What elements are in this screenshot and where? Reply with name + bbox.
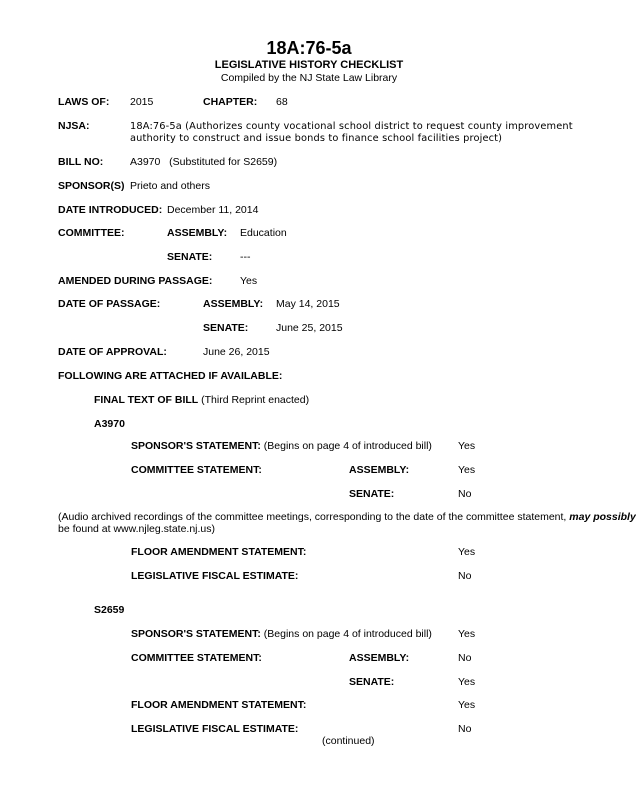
compiled-by: Compiled by the NJ State Law Library <box>220 72 398 84</box>
date-of-approval-label: DATE OF APPROVAL: <box>58 346 167 358</box>
s2659-assembly-value: No <box>458 652 472 664</box>
committee-assembly-value: Education <box>240 227 287 239</box>
s2659-senate-value: Yes <box>458 676 476 688</box>
continued-note: (continued) <box>322 735 375 747</box>
s2659-heading: S2659 <box>94 604 125 616</box>
s2659-sponsor-label: SPONSOR'S STATEMENT: <box>131 628 261 640</box>
final-text-note: (Third Reprint enacted) <box>201 394 310 406</box>
njsa-label: NJSA: <box>58 120 90 132</box>
chapter-value: 68 <box>276 96 288 108</box>
date-introduced-value: December 11, 2014 <box>167 204 259 216</box>
date-introduced-label: DATE INTRODUCED: <box>58 204 163 216</box>
a3970-fiscal-value: No <box>458 570 472 582</box>
a3970-sponsor-note: (Begins on page 4 of introduced bill) <box>263 440 432 452</box>
passage-senate-value: June 25, 2015 <box>276 322 343 334</box>
s2659-fiscal-value: No <box>458 723 472 735</box>
final-text-label: FINAL TEXT OF BILL <box>94 394 199 406</box>
s2659-assembly-label: ASSEMBLY: <box>349 652 410 664</box>
sponsor-value: Prieto and others <box>130 180 210 192</box>
committee-senate-value: --- <box>240 251 251 263</box>
s2659-sponsor-value: Yes <box>458 628 476 640</box>
page-subtitle: LEGISLATIVE HISTORY CHECKLIST <box>214 59 404 71</box>
amended-value: Yes <box>240 275 258 287</box>
a3970-committee-label: COMMITTEE STATEMENT: <box>131 464 262 476</box>
a3970-fiscal-label: LEGISLATIVE FISCAL ESTIMATE: <box>131 570 299 582</box>
s2659-committee-label: COMMITTEE STATEMENT: <box>131 652 262 664</box>
passage-assembly-value: May 14, 2015 <box>276 298 340 310</box>
s2659-floor-label: FLOOR AMENDMENT STATEMENT: <box>131 699 307 711</box>
committee-senate-label: SENATE: <box>167 251 213 263</box>
following-heading: FOLLOWING ARE ATTACHED IF AVAILABLE: <box>58 370 283 382</box>
a3970-heading: A3970 <box>94 418 125 430</box>
committee-assembly-label: ASSEMBLY: <box>167 227 228 239</box>
amended-label: AMENDED DURING PASSAGE: <box>58 275 213 287</box>
a3970-senate-value: No <box>458 488 472 500</box>
a3970-floor-label: FLOOR AMENDMENT STATEMENT: <box>131 546 307 558</box>
a3970-senate-label: SENATE: <box>349 488 395 500</box>
audio-note-text: (Audio archived recordings of the committee meetings, corresponding to the date of the committee statement, <box>58 511 567 523</box>
a3970-assembly-value: Yes <box>458 464 476 476</box>
laws-of-label: LAWS OF: <box>58 96 110 108</box>
passage-assembly-label: ASSEMBLY: <box>203 298 264 310</box>
page-title: 18A:76-5a <box>266 38 352 58</box>
chapter-label: CHAPTER: <box>203 96 258 108</box>
audio-note-line-2: be found at www.njleg.state.nj.us) <box>58 523 216 535</box>
passage-senate-label: SENATE: <box>203 322 249 334</box>
laws-of-value: 2015 <box>130 96 154 108</box>
s2659-senate-label: SENATE: <box>349 676 395 688</box>
s2659-floor-value: Yes <box>458 699 476 711</box>
committee-label: COMMITTEE: <box>58 227 125 239</box>
audio-note-emphasis: may possibly <box>569 511 636 523</box>
a3970-floor-value: Yes <box>458 546 476 558</box>
a3970-sponsor-row <box>131 440 432 453</box>
date-of-approval-value: June 26, 2015 <box>203 346 270 358</box>
s2659-sponsor-row <box>131 628 432 641</box>
final-text-row <box>94 394 309 407</box>
a3970-assembly-label: ASSEMBLY: <box>349 464 410 476</box>
njsa-line-1: 18A:76-5a (Authorizes county vocational school district to request county improvement <box>130 121 573 132</box>
a3970-sponsor-label: SPONSOR'S STATEMENT: <box>131 440 261 452</box>
date-of-passage-label: DATE OF PASSAGE: <box>58 298 161 310</box>
a3970-sponsor-value: Yes <box>458 440 476 452</box>
s2659-sponsor-note: (Begins on page 4 of introduced bill) <box>263 628 432 640</box>
s2659-fiscal-label: LEGISLATIVE FISCAL ESTIMATE: <box>131 723 299 735</box>
sponsor-label: SPONSOR(S) <box>58 180 125 192</box>
njsa-line-2: authority to construct and issue bonds to finance school facilities project) <box>130 133 503 144</box>
bill-no-label: BILL NO: <box>58 156 104 168</box>
bill-no-value: A3970 (Substituted for S2659) <box>130 156 278 168</box>
